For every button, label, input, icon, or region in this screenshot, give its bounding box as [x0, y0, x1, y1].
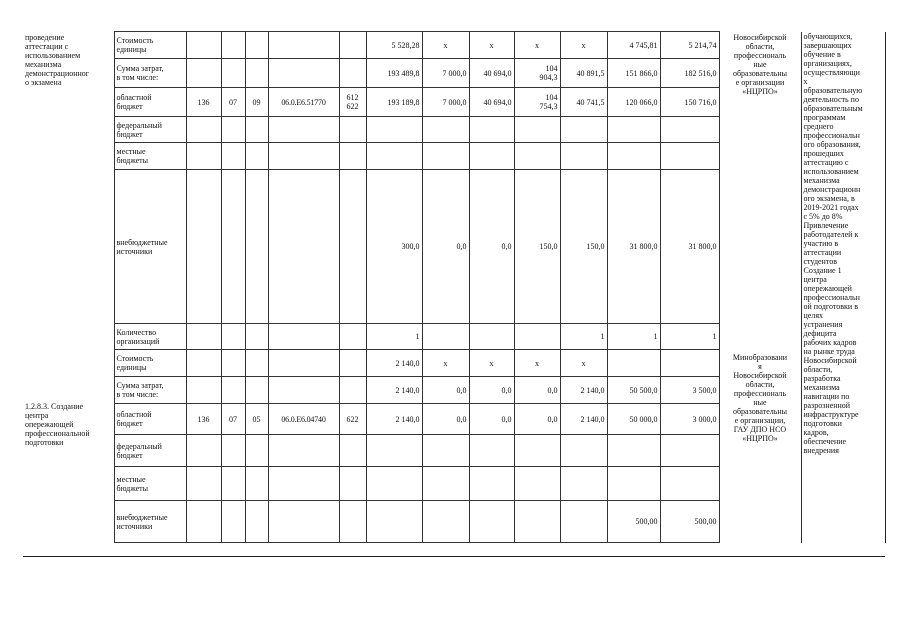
grbs-cell: [186, 170, 221, 324]
csr-cell: [268, 59, 339, 88]
y1-cell: [422, 143, 469, 170]
vr-cell: [339, 143, 366, 170]
y5-cell: 151 866,0: [607, 59, 660, 88]
total-cell: 2 140,0: [366, 404, 422, 435]
csr-cell: [268, 170, 339, 324]
y6-cell: 182 516,0: [660, 59, 719, 88]
y1-cell: 0,0: [422, 404, 469, 435]
grbs-cell: [186, 467, 221, 501]
y5-cell: 500,00: [607, 501, 660, 543]
rz-cell: 07: [221, 404, 245, 435]
y3-cell: x: [514, 350, 560, 377]
y5-cell: [607, 435, 660, 467]
y6-cell: [660, 350, 719, 377]
vr-cell: [339, 350, 366, 377]
y6-cell: 31 800,0: [660, 170, 719, 324]
rz-cell: [221, 467, 245, 501]
y4-cell: 150,0: [560, 170, 607, 324]
y2-cell: [469, 501, 514, 543]
pr-cell: [245, 435, 268, 467]
pr-cell: [245, 501, 268, 543]
y4-cell: [560, 435, 607, 467]
grbs-cell: 136: [186, 88, 221, 117]
y3-cell: [514, 143, 560, 170]
pr-cell: [245, 143, 268, 170]
grbs-cell: [186, 32, 221, 59]
csr-cell: [268, 501, 339, 543]
y3-cell: [514, 435, 560, 467]
rz-cell: [221, 117, 245, 143]
y3-cell: [514, 501, 560, 543]
y5-cell: [607, 117, 660, 143]
pr-cell: [245, 467, 268, 501]
csr-cell: [268, 350, 339, 377]
y5-cell: 50 500,0: [607, 377, 660, 404]
y2-cell: [469, 143, 514, 170]
y5-cell: 120 066,0: [607, 88, 660, 117]
rz-cell: [221, 435, 245, 467]
total-cell: 193 489,8: [366, 59, 422, 88]
y6-cell: [660, 143, 719, 170]
vr-cell: 612 622: [339, 88, 366, 117]
budget-table: [23, 31, 886, 543]
indicator-name-cell: федеральный бюджет: [114, 435, 186, 467]
pr-cell: [245, 350, 268, 377]
y2-cell: 0,0: [469, 170, 514, 324]
indicator-name-cell: Стоимость единицы: [114, 350, 186, 377]
y4-cell: [560, 143, 607, 170]
y2-cell: 40 694,0: [469, 59, 514, 88]
y1-cell: [422, 435, 469, 467]
y2-cell: [469, 117, 514, 143]
grbs-cell: [186, 501, 221, 543]
indicator-name-cell: местные бюджеты: [114, 467, 186, 501]
y1-cell: [422, 117, 469, 143]
y4-cell: 2 140,0: [560, 377, 607, 404]
rz-cell: 07: [221, 88, 245, 117]
y1-cell: [422, 501, 469, 543]
indicator-name-cell: федеральный бюджет: [114, 117, 186, 143]
vr-cell: [339, 377, 366, 404]
y1-cell: x: [422, 32, 469, 59]
y1-cell: [422, 467, 469, 501]
y1-cell: [422, 324, 469, 350]
y1-cell: x: [422, 350, 469, 377]
vr-cell: 622: [339, 404, 366, 435]
measure-name-cell: проведение аттестации с использованием механизма демонстрационног о экзамена: [23, 32, 114, 350]
indicator-name-cell: Стоимость единицы: [114, 32, 186, 59]
vr-cell: [339, 324, 366, 350]
vr-cell: [339, 435, 366, 467]
total-cell: 1: [366, 324, 422, 350]
y5-cell: 1: [607, 324, 660, 350]
pr-cell: [245, 59, 268, 88]
csr-cell: 06.0.E6.04740: [268, 404, 339, 435]
y1-cell: 7 000,0: [422, 88, 469, 117]
y6-cell: 1: [660, 324, 719, 350]
expected-result-cell: обучающихся, завершающих обучение в организациях, осуществляющи х образовательную деятельность по образовательным программам среднего профессиональн ого образования, прошедших аттестацию с использованием механизма демонстрационн ого экзамена, в 2019-2021 годах с 5% до 8% Привлечение работодателей к участию в аттестации студентов Создание 1 центра опережающей профессиональн ой подготовки в целях устранения дефицита рабочих кадров на рынке труда Новосибирской области, разработка механизма навигации по разрозненной инфраструктуре подготовки кадров, обеспечение внедрения: [801, 32, 885, 543]
grbs-cell: [186, 324, 221, 350]
indicator-name-cell: внебюджетные источники: [114, 501, 186, 543]
executor-cell: Минобразовани я Новосибирской области, профессиональ ные образовательны е организации, ГАУ ДПО НСО «НЦРПО»: [719, 350, 801, 543]
y3-cell: [514, 324, 560, 350]
y2-cell: [469, 324, 514, 350]
vr-cell: [339, 501, 366, 543]
grbs-cell: [186, 59, 221, 88]
y6-cell: [660, 467, 719, 501]
total-cell: [366, 435, 422, 467]
y4-cell: 1: [560, 324, 607, 350]
vr-cell: [339, 117, 366, 143]
vr-cell: [339, 59, 366, 88]
indicator-name-cell: местные бюджеты: [114, 143, 186, 170]
y3-cell: [514, 117, 560, 143]
y1-cell: 0,0: [422, 170, 469, 324]
y4-cell: 2 140,0: [560, 404, 607, 435]
pr-cell: 09: [245, 88, 268, 117]
y4-cell: [560, 467, 607, 501]
rz-cell: [221, 59, 245, 88]
total-cell: 300,0: [366, 170, 422, 324]
grbs-cell: [186, 117, 221, 143]
y5-cell: 31 800,0: [607, 170, 660, 324]
csr-cell: [268, 324, 339, 350]
y6-cell: 150 716,0: [660, 88, 719, 117]
rz-cell: [221, 501, 245, 543]
y4-cell: [560, 501, 607, 543]
total-cell: [366, 501, 422, 543]
indicator-name-cell: Сумма затрат, в том числе:: [114, 377, 186, 404]
y2-cell: 0,0: [469, 404, 514, 435]
table-row: [23, 350, 885, 377]
y1-cell: 0,0: [422, 377, 469, 404]
csr-cell: 06.0.E6.51770: [268, 88, 339, 117]
y2-cell: x: [469, 350, 514, 377]
y5-cell: [607, 467, 660, 501]
pr-cell: [245, 377, 268, 404]
y2-cell: 0,0: [469, 377, 514, 404]
csr-cell: [268, 435, 339, 467]
y2-cell: [469, 467, 514, 501]
pr-cell: [245, 170, 268, 324]
csr-cell: [268, 377, 339, 404]
vr-cell: [339, 170, 366, 324]
grbs-cell: [186, 377, 221, 404]
pr-cell: [245, 324, 268, 350]
y6-cell: 3 500,0: [660, 377, 719, 404]
y3-cell: 104 754,3: [514, 88, 560, 117]
total-cell: 2 140,0: [366, 377, 422, 404]
rz-cell: [221, 143, 245, 170]
grbs-cell: [186, 143, 221, 170]
csr-cell: [268, 143, 339, 170]
rz-cell: [221, 32, 245, 59]
total-cell: [366, 467, 422, 501]
y2-cell: x: [469, 32, 514, 59]
y3-cell: [514, 467, 560, 501]
csr-cell: [268, 117, 339, 143]
total-cell: [366, 117, 422, 143]
y4-cell: x: [560, 350, 607, 377]
y1-cell: 7 000,0: [422, 59, 469, 88]
y5-cell: [607, 143, 660, 170]
indicator-name-cell: внебюджетные источники: [114, 170, 186, 324]
vr-cell: [339, 467, 366, 501]
grbs-cell: [186, 350, 221, 377]
csr-cell: [268, 467, 339, 501]
y3-cell: 150,0: [514, 170, 560, 324]
total-cell: 5 528,28: [366, 32, 422, 59]
y5-cell: [607, 350, 660, 377]
csr-cell: [268, 32, 339, 59]
y3-cell: x: [514, 32, 560, 59]
total-cell: 2 140,0: [366, 350, 422, 377]
table-bottom-border: [23, 556, 885, 557]
y6-cell: 5 214,74: [660, 32, 719, 59]
y3-cell: 0,0: [514, 377, 560, 404]
y3-cell: 104 904,3: [514, 59, 560, 88]
total-cell: 193 189,8: [366, 88, 422, 117]
rz-cell: [221, 324, 245, 350]
y3-cell: 0,0: [514, 404, 560, 435]
y5-cell: 4 745,81: [607, 32, 660, 59]
grbs-cell: [186, 435, 221, 467]
rz-cell: [221, 377, 245, 404]
grbs-cell: 136: [186, 404, 221, 435]
y6-cell: 3 000,0: [660, 404, 719, 435]
y4-cell: [560, 117, 607, 143]
y6-cell: [660, 435, 719, 467]
y6-cell: 500,00: [660, 501, 719, 543]
executor-cell: Новосибирской области, профессиональ ные образовательны е организации «НЦРПО»: [719, 32, 801, 350]
rz-cell: [221, 350, 245, 377]
indicator-name-cell: областной бюджет: [114, 88, 186, 117]
y4-cell: 40 891,5: [560, 59, 607, 88]
pr-cell: [245, 32, 268, 59]
table-body: [23, 32, 885, 543]
indicator-name-cell: областной бюджет: [114, 404, 186, 435]
y2-cell: [469, 435, 514, 467]
pr-cell: [245, 117, 268, 143]
measure-name-cell: 1.2.8.3. Создание центра опережающей профессиональной подготовки: [23, 350, 114, 543]
y5-cell: 50 000,0: [607, 404, 660, 435]
y2-cell: 40 694,0: [469, 88, 514, 117]
y4-cell: 40 741,5: [560, 88, 607, 117]
indicator-name-cell: Количество организаций: [114, 324, 186, 350]
y6-cell: [660, 117, 719, 143]
indicator-name-cell: Сумма затрат, в том числе:: [114, 59, 186, 88]
total-cell: [366, 143, 422, 170]
vr-cell: [339, 32, 366, 59]
table-row: [23, 32, 885, 59]
y4-cell: x: [560, 32, 607, 59]
pr-cell: 05: [245, 404, 268, 435]
rz-cell: [221, 170, 245, 324]
